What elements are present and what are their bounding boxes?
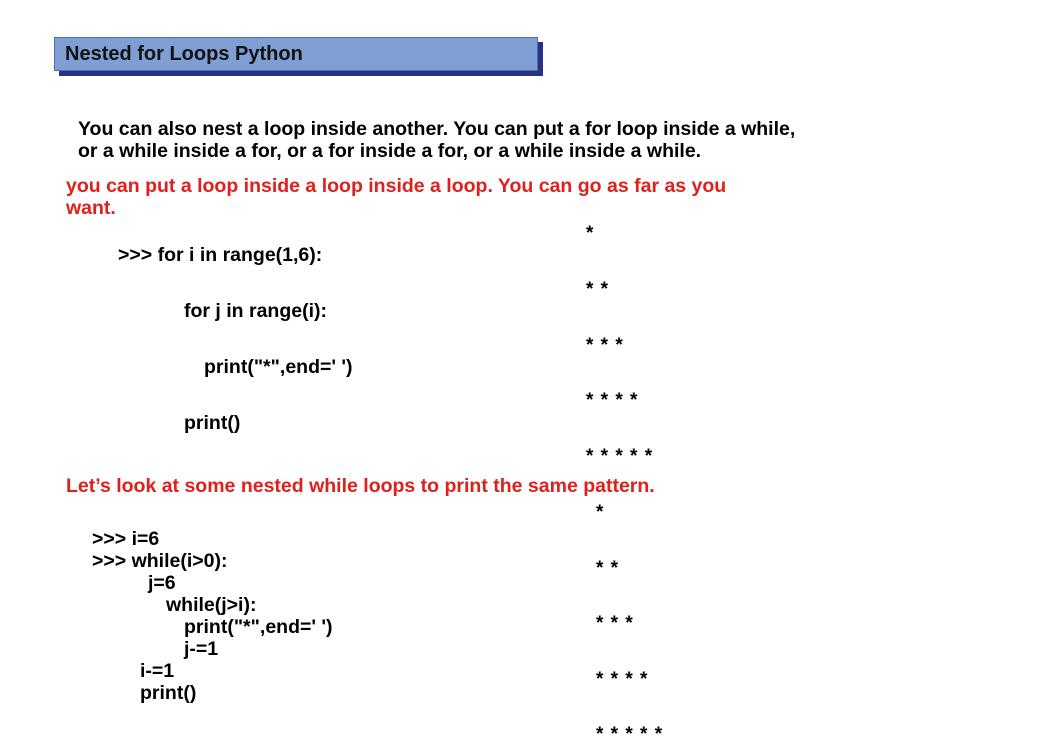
for-code-line-2: for j in range(i): xyxy=(184,300,327,322)
while-code-line-3: j=6 xyxy=(148,572,176,594)
while-code-line-6: j-=1 xyxy=(184,638,219,660)
for-output-row-2: * * xyxy=(586,279,610,300)
for-output-row-5: * * * * * xyxy=(586,446,654,467)
while-output-row-5: * * * * * xyxy=(596,724,664,745)
intro-line-2: or a while inside a for, or a for inside a for, or a while inside a while. xyxy=(78,140,702,162)
while-output-row-1: * xyxy=(596,502,605,523)
while-output-row-3: * * * xyxy=(596,613,634,634)
note-line-1: you can put a loop inside a loop inside a loop. You can go as far as you xyxy=(66,175,727,197)
note-line-2: want. xyxy=(66,197,116,219)
for-code-line-1: >>> for i in range(1,6): xyxy=(118,244,323,266)
slide-title: Nested for Loops Python xyxy=(65,43,303,65)
for-output-row-4: * * * * xyxy=(586,390,639,411)
while-code-line-2: >>> while(i>0): xyxy=(92,550,228,572)
while-code-line-7: i-=1 xyxy=(140,660,175,682)
while-intro-text: Let’s look at some nested while loops to print the same pattern. xyxy=(66,475,655,497)
while-code-line-8: print() xyxy=(140,682,197,704)
for-output-row-1: * xyxy=(586,223,595,244)
intro-line-1: You can also nest a loop inside another. You can put a for loop inside a while, xyxy=(78,118,796,140)
while-code-line-5: print("*",end=' ') xyxy=(184,616,333,638)
title-bar xyxy=(54,37,538,71)
for-code-line-3: print("*",end=' ') xyxy=(204,356,353,378)
while-output-row-4: * * * * xyxy=(596,669,649,690)
for-output-row-3: * * * xyxy=(586,335,624,356)
while-code-line-1: >>> i=6 xyxy=(92,528,160,550)
while-code-line-4: while(j>i): xyxy=(166,594,257,616)
for-code-line-4: print() xyxy=(184,412,241,434)
while-output-row-2: * * xyxy=(596,558,620,579)
